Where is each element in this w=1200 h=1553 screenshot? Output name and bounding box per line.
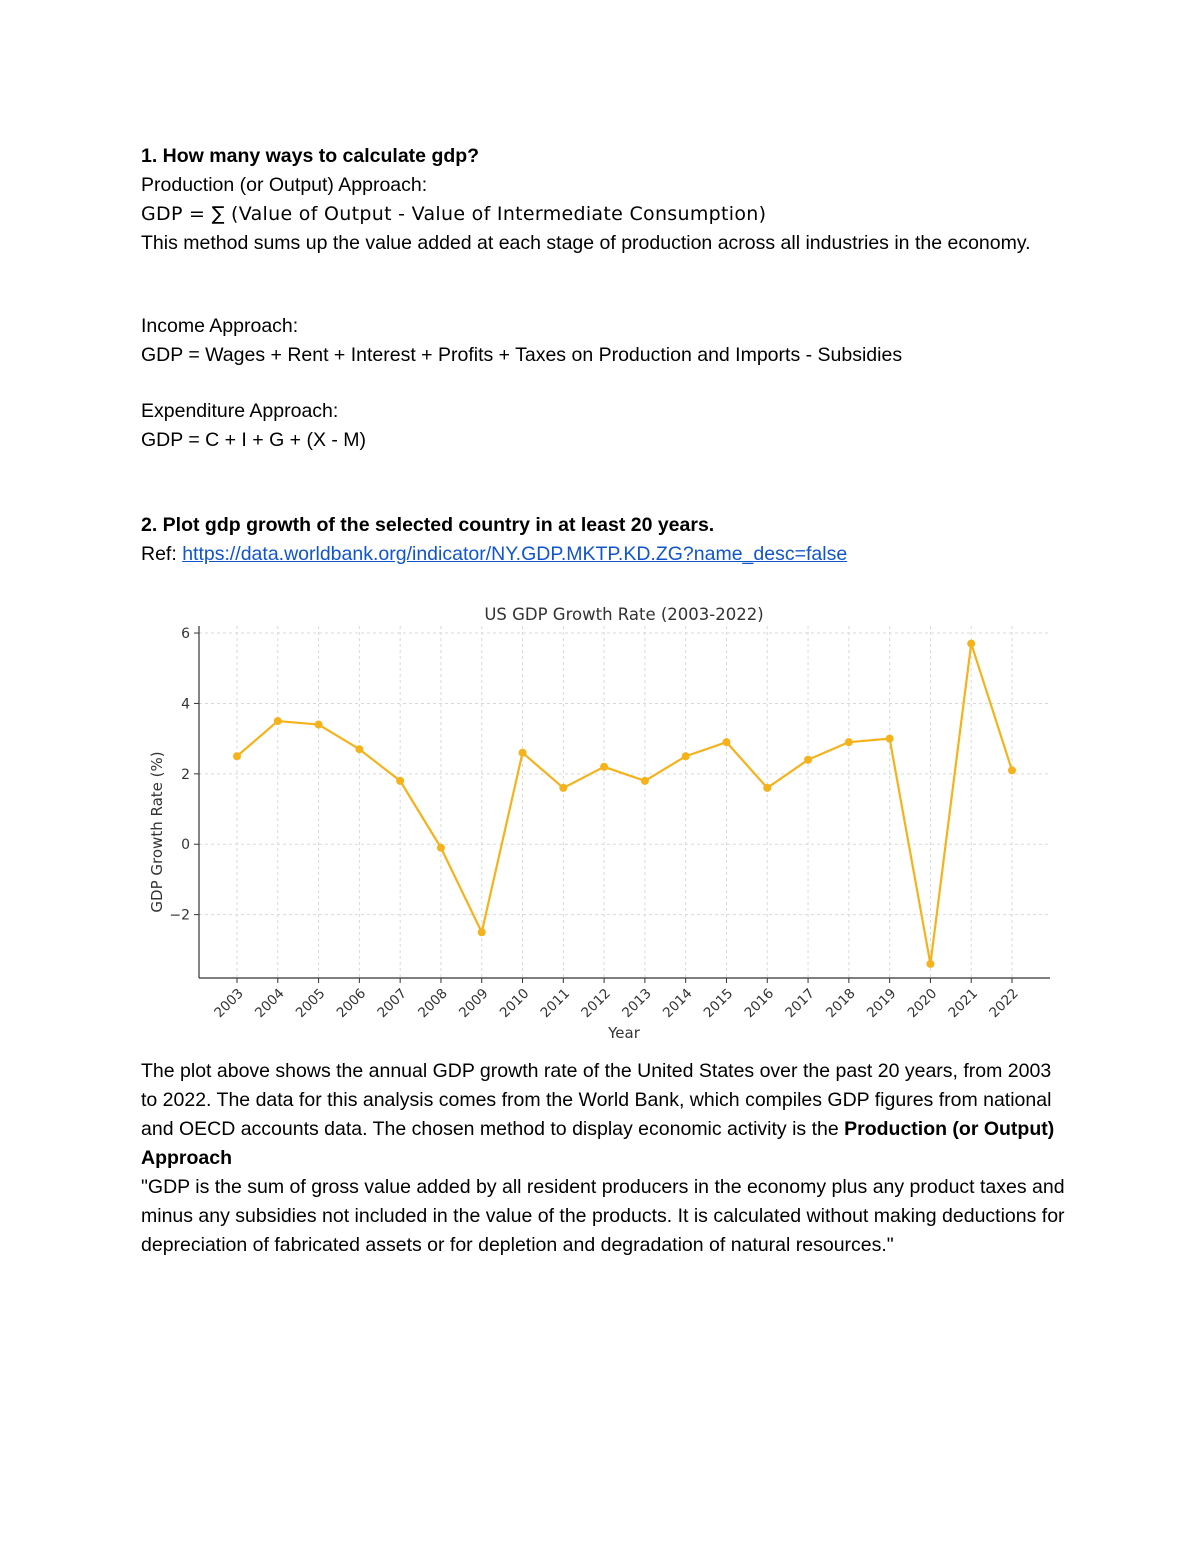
reference-line (141, 540, 1071, 569)
production-approach-label: Production (or Output) Approach: (141, 174, 428, 196)
x-tick-label: 2007 (374, 985, 410, 1022)
data-point (315, 721, 323, 729)
data-point (967, 640, 975, 648)
x-tick-label: 2016 (741, 985, 778, 1022)
x-tick-label: 2008 (415, 985, 451, 1022)
x-tick-label: 2018 (823, 985, 859, 1022)
x-tick-label: 2020 (904, 985, 941, 1022)
x-tick-label: 2013 (619, 985, 655, 1022)
y-tick-label: −2 (169, 907, 190, 924)
data-point (641, 777, 649, 785)
data-point (519, 749, 527, 757)
x-tick-label: 2014 (659, 985, 696, 1022)
analysis-quote: "GDP is the sum of gross value added by all resident producers in the economy plus any product taxes and minus any subsidies not included in the value of the products. It is calculated without making deductions for depreciation of fabricated assets or for depletion and degradation of natural resources." (141, 1176, 1065, 1256)
data-point (926, 960, 934, 968)
x-tick-label: 2019 (863, 985, 900, 1022)
section-1 (141, 142, 1071, 258)
x-tick-label: 2004 (252, 985, 288, 1022)
x-tick-label: 2012 (578, 985, 614, 1022)
y-axis-ticks (169, 626, 199, 924)
x-tick-label: 2005 (292, 985, 329, 1022)
income-approach-label: Income Approach: (141, 315, 299, 337)
data-point (804, 756, 812, 764)
data-point (845, 738, 853, 746)
y-axis-label: GDP Growth Rate (%) (148, 751, 166, 913)
expenditure-approach-formula: GDP = C + I + G + (X - M) (141, 429, 367, 451)
section-2-heading: 2. Plot gdp growth of the selected country in at least 20 years. (141, 514, 715, 536)
production-approach-formula: GDP = ∑ (Value of Output - Value of Intermediate Consumption) (141, 203, 767, 225)
expenditure-approach-label: Expenditure Approach: (141, 400, 339, 422)
x-tick-label: 2003 (211, 985, 247, 1022)
gdp-growth-chart (138, 596, 1060, 1048)
data-point (722, 738, 730, 746)
x-tick-label: 2011 (537, 985, 574, 1022)
income-approach (141, 312, 1071, 370)
y-tick-label: 0 (181, 837, 190, 854)
chart-series (233, 640, 1016, 968)
data-point (763, 784, 771, 792)
data-point (559, 784, 567, 792)
x-axis-ticks (211, 978, 1022, 1021)
series-line (237, 644, 1012, 964)
y-tick-label: 2 (181, 766, 190, 783)
data-point (396, 777, 404, 785)
data-point (886, 735, 894, 743)
y-tick-label: 6 (181, 626, 190, 643)
x-tick-label: 2009 (455, 985, 492, 1022)
data-point (355, 745, 363, 753)
x-axis-label: Year (608, 1024, 640, 1042)
section-2 (141, 511, 1071, 569)
data-point (233, 752, 241, 760)
analysis-method-bold: Production (or Output) Approach (141, 1118, 1055, 1169)
analysis-text: The plot above shows the annual GDP growth rate of the United States over the past 20 years, from 2003 to 2022. The data for this analysis comes from the World Bank, which compiles GDP figures from national and OECD accounts data. The chosen method to display economic activity is the (141, 1060, 1052, 1140)
income-approach-formula: GDP = Wages + Rent + Interest + Profits + Taxes on Production and Imports - Subsidies (141, 344, 903, 366)
reference-link[interactable]: https://data.worldbank.org/indicator/NY.GDP.MKTP.KD.ZG?name_desc=false (182, 543, 848, 565)
data-point (274, 717, 282, 725)
data-point (600, 763, 608, 771)
expenditure-approach (141, 397, 1071, 455)
data-point (682, 752, 690, 760)
data-point (1008, 766, 1016, 774)
x-tick-label: 2017 (782, 985, 818, 1022)
x-tick-label: 2010 (496, 985, 533, 1022)
gdp-growth-chart-svg (138, 596, 1060, 1048)
analysis-section (141, 1057, 1071, 1260)
x-tick-label: 2015 (700, 985, 737, 1022)
production-approach-description: This method sums up the value added at each stage of production across all industries in the economy. (141, 232, 1031, 254)
x-tick-label: 2022 (986, 985, 1022, 1022)
data-point (437, 844, 445, 852)
x-tick-label: 2021 (945, 985, 982, 1022)
analysis-paragraph (141, 1057, 1066, 1173)
reference-label: Ref: (141, 543, 183, 565)
x-tick-label: 2006 (333, 985, 370, 1022)
chart-title: US GDP Growth Rate (2003-2022) (484, 605, 764, 624)
y-tick-label: 4 (181, 696, 190, 713)
data-point (478, 928, 486, 936)
section-1-heading: 1. How many ways to calculate gdp? (141, 145, 480, 167)
